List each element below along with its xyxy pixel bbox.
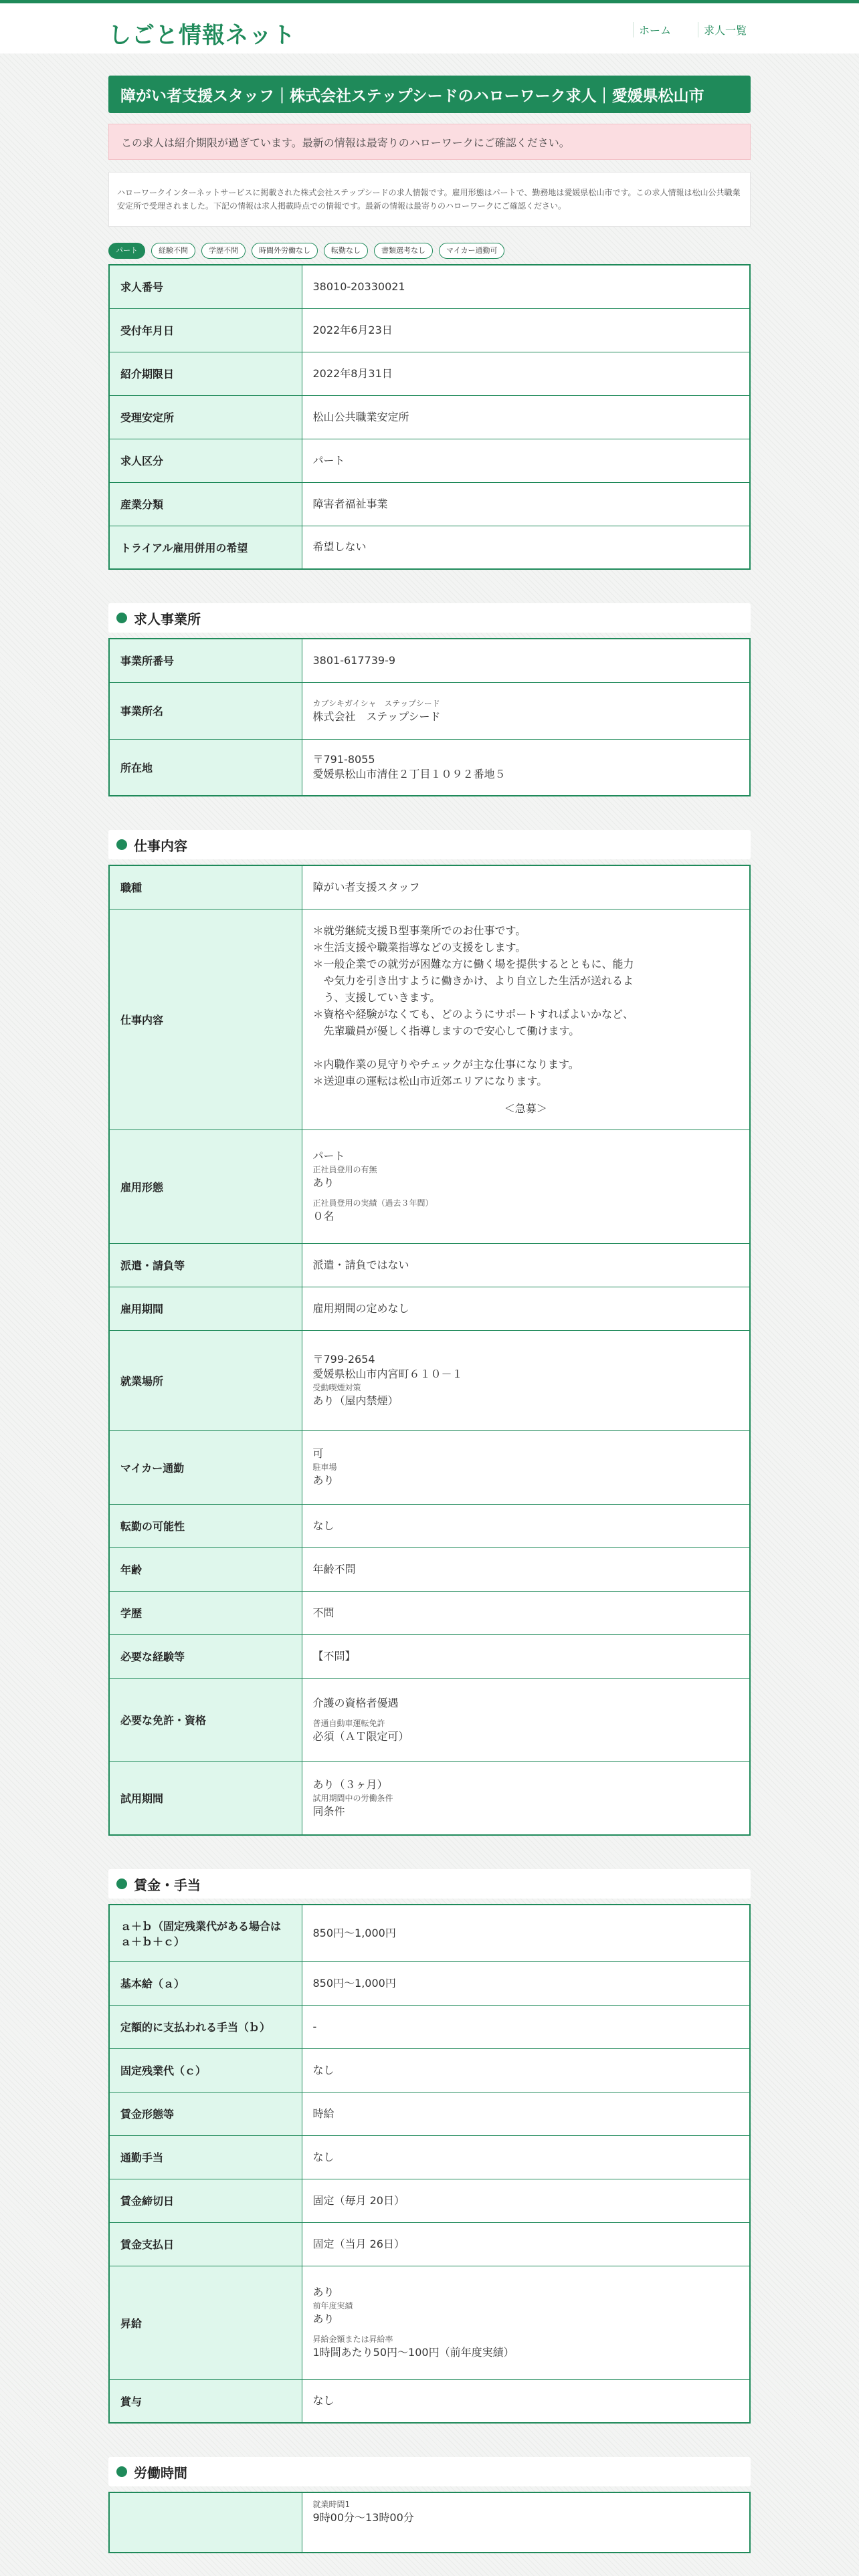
table-row (109, 2222, 750, 2266)
hours-table (108, 2492, 751, 2553)
page-title: 障がい者支援スタッフ｜株式会社ステップシードのハローワーク求人｜愛媛県松山市 (108, 76, 751, 113)
table-row (109, 682, 750, 739)
section-dot-icon (116, 839, 127, 850)
row-label: 受付年月日 (109, 308, 302, 352)
row-label: 固定残業代（ｃ） (109, 2048, 302, 2092)
row-label: 年齢 (109, 1547, 302, 1591)
job-description: ハローワークインターネットサービスに掲載された株式会社ステップシードの求人情報です。雇用形態はパートで、勤務地は愛媛県松山市です。この求人情報は松山公共職業安定所で受理されました。下記の情報は求人掲載時点での情報です。最新の情報は最寄りのハローワークにご確認ください。 (108, 172, 751, 227)
row-value: 希望しない (302, 526, 750, 569)
office-name-kana: カブシキガイシャ ステップシード (312, 698, 440, 708)
row-label: 基本給（ａ） (109, 1961, 302, 2005)
office-postal: 〒791-8055 (312, 753, 375, 766)
row-label: 求人区分 (109, 439, 302, 482)
job-content-cell (302, 909, 750, 1130)
office-address-cell (302, 739, 750, 796)
section-dot-icon (116, 1879, 127, 1889)
parking-label: 駐車場 (312, 1463, 337, 1472)
raise-prev-label: 前年度実績 (312, 2301, 353, 2311)
table-row (109, 1130, 750, 1243)
main-content (108, 53, 751, 2553)
trial-cell (302, 1761, 750, 1835)
place-address: 愛媛県松山市内宮町６１０－１ (312, 1368, 463, 1380)
raise-value: あり (312, 2286, 335, 2298)
section-heading-office (108, 603, 751, 633)
row-label: 事業所名 (109, 682, 302, 739)
license-cell (302, 1678, 750, 1761)
record-label: 正社員登用の実績（過去３年間） (312, 1198, 434, 1208)
job-urgent: ＜急募＞ (504, 1102, 547, 1115)
table-row (109, 2005, 750, 2048)
row-label: 必要な経験等 (109, 1634, 302, 1678)
table-row (109, 1905, 750, 1961)
row-label: 就業場所 (109, 1330, 302, 1430)
row-label: 雇用形態 (109, 1130, 302, 1243)
row-label: 賃金締切日 (109, 2179, 302, 2222)
office-table (108, 638, 751, 796)
table-row (109, 526, 750, 569)
table-row (109, 395, 750, 439)
row-value: 時給 (302, 2092, 750, 2135)
smoke-label: 受動喫煙対策 (312, 1383, 361, 1392)
car-value: 可 (312, 1447, 324, 1460)
regular-label: 正社員登用の有無 (312, 1165, 377, 1174)
table-row (109, 909, 750, 1130)
row-value: なし (302, 2135, 750, 2179)
table-row (109, 1547, 750, 1591)
row-label: マイカー通勤 (109, 1430, 302, 1504)
expired-alert: この求人は紹介期限が過ぎています。最新の情報は最寄りのハローワークにご確認ください。 (108, 124, 751, 160)
edu-value: 不問 (302, 1591, 750, 1634)
section-heading-job (108, 830, 751, 859)
shift-value: 9時00分〜13時00分 (312, 2511, 414, 2524)
table-row (109, 739, 750, 796)
row-label: 定額的に支払われる手当（ｂ） (109, 2005, 302, 2048)
header-nav (633, 22, 752, 37)
raise-prev-value: あり (312, 2313, 335, 2325)
row-value: なし (302, 2048, 750, 2092)
table-row (109, 1243, 750, 1287)
table-row (109, 2379, 750, 2423)
trial-cond-value: 同条件 (312, 1804, 345, 1818)
smoke-value: あり（屋内禁煙） (312, 1394, 399, 1407)
office-name-cell (302, 682, 750, 739)
row-label: 雇用期間 (109, 1287, 302, 1330)
place-cell (302, 1330, 750, 1430)
row-label: 試用期間 (109, 1761, 302, 1835)
table-row (109, 639, 750, 682)
shift-label: 就業時間1 (312, 2500, 351, 2509)
row-label: 所在地 (109, 739, 302, 796)
table-row (109, 2092, 750, 2135)
row-value: 固定（当月 26日） (302, 2222, 750, 2266)
bonus-value: なし (302, 2379, 750, 2423)
row-value: パート (302, 439, 750, 482)
section-heading-hours (108, 2457, 751, 2486)
row-label (109, 2492, 302, 2553)
row-value: - (302, 2005, 750, 2048)
table-row (109, 2135, 750, 2179)
table-row (109, 2048, 750, 2092)
row-label: 受理安定所 (109, 395, 302, 439)
section-title: 賃金・手当 (134, 1876, 201, 1893)
row-label: 昇給 (109, 2266, 302, 2379)
section-title: 求人事業所 (134, 611, 201, 627)
table-row (109, 1961, 750, 2005)
row-label: 賃金形態等 (109, 2092, 302, 2135)
basic-info-table (108, 264, 751, 570)
transfer-value: なし (302, 1504, 750, 1547)
row-value: 850円〜1,000円 (302, 1905, 750, 1961)
office-name: 株式会社 ステップシード (312, 710, 441, 723)
employ-cell (302, 1130, 750, 1243)
row-label: 転勤の可能性 (109, 1504, 302, 1547)
job-table (108, 865, 751, 1836)
regular-value: あり (312, 1176, 335, 1189)
row-label: 職種 (109, 865, 302, 909)
tag-car-commute: マイカー通勤可 (439, 243, 504, 259)
driver-label: 普通自動車運転免許 (312, 1718, 385, 1728)
row-value: 2022年8月31日 (302, 352, 750, 395)
table-row (109, 352, 750, 395)
row-label: トライアル雇用併用の希望 (109, 526, 302, 569)
row-label: 仕事内容 (109, 909, 302, 1130)
section-title: 仕事内容 (134, 837, 187, 854)
raise-amount-value: 1時間あたり50円〜100円（前年度実績） (312, 2346, 514, 2359)
table-row (109, 2179, 750, 2222)
table-row (109, 1287, 750, 1330)
parking-value: あり (312, 1474, 335, 1487)
table-row (109, 2266, 750, 2379)
row-label: 産業分類 (109, 482, 302, 526)
period-value: 雇用期間の定めなし (302, 1287, 750, 1330)
table-row (109, 308, 750, 352)
office-address: 愛媛県松山市清住２丁目１０９２番地５ (312, 768, 506, 781)
site-logo[interactable]: しごと情報ネット (108, 22, 296, 49)
row-value: 松山公共職業安定所 (302, 395, 750, 439)
section-dot-icon (116, 2466, 127, 2477)
office-number: 3801-617739-9 (302, 639, 750, 682)
table-row (109, 1678, 750, 1761)
driver-value: 必須（ＡＴ限定可） (312, 1729, 409, 1743)
row-value: 障害者福祉事業 (302, 482, 750, 526)
table-row (109, 482, 750, 526)
wage-table (108, 1904, 751, 2424)
raise-cell (302, 2266, 750, 2379)
section-dot-icon (116, 613, 127, 623)
row-label: 賃金支払日 (109, 2222, 302, 2266)
shift-cell (302, 2492, 750, 2553)
car-cell (302, 1430, 750, 1504)
row-label: 賞与 (109, 2379, 302, 2423)
section-heading-wage (108, 1869, 751, 1899)
tag-no-experience: 経験不問 (151, 243, 195, 259)
row-label: 求人番号 (109, 265, 302, 308)
tag-no-education: 学歴不問 (201, 243, 246, 259)
table-row (109, 1591, 750, 1634)
table-row (109, 265, 750, 308)
tag-part: パート (108, 243, 145, 259)
row-value: 固定（毎月 20日） (302, 2179, 750, 2222)
row-value: 850円〜1,000円 (302, 1961, 750, 2005)
table-row (109, 1504, 750, 1547)
row-label: 通勤手当 (109, 2135, 302, 2179)
trial-value: あり（３ヶ月） (312, 1778, 388, 1791)
trial-cond-label: 試用期間中の労働条件 (312, 1793, 393, 1803)
table-row (109, 865, 750, 909)
license-value: 介護の資格者優遇 (312, 1696, 399, 1709)
table-row (109, 1330, 750, 1430)
section-title: 労働時間 (134, 2464, 187, 2481)
row-label: 紹介期限日 (109, 352, 302, 395)
exp-value: 【不問】 (302, 1634, 750, 1678)
job-type: 障がい者支援スタッフ (302, 865, 750, 909)
row-label: 派遣・請負等 (109, 1243, 302, 1287)
header (0, 0, 859, 53)
tag-no-overtime: 時間外労働なし (252, 243, 318, 259)
table-row (109, 1634, 750, 1678)
row-value: 2022年6月23日 (302, 308, 750, 352)
place-postal: 〒799-2654 (312, 1353, 375, 1366)
raise-amount-label: 昇給金額または昇給率 (312, 2335, 393, 2344)
row-label: 必要な免許・資格 (109, 1678, 302, 1761)
table-row (109, 439, 750, 482)
employ-type: パート (312, 1150, 345, 1162)
table-row (109, 2492, 750, 2553)
dispatch-value: 派遣・請負ではない (302, 1243, 750, 1287)
record-value: ０名 (312, 1210, 335, 1222)
tag-no-transfer: 転勤なし (324, 243, 368, 259)
row-value: 38010-20330021 (302, 265, 750, 308)
job-content: ＊就労継続支援Ｂ型事業所でのお仕事です。 ＊生活支援や職業指導などの支援をします。 ＊一般企業での就労が困難な方に働く場を提供するとともに、能力 や気力を引き出すように働きかけ、より自立した生活が送れるよ う、支援していきます。 ＊資格や経験がなくても、どのようにサポートすればよいかなど、 先輩職員が優しく指導しますので安心して働けます。 ＊内職作業の見守りやチェックが主な仕事になります。 ＊送迎車の運転は松山市近郊エリアになります。 (312, 924, 634, 1087)
nav-home-link[interactable]: ホーム (633, 22, 676, 37)
row-label: 学歴 (109, 1591, 302, 1634)
nav-job-list-link[interactable]: 求人一覧 (698, 22, 752, 37)
table-row (109, 1761, 750, 1835)
tag-no-screening: 書類選考なし (374, 243, 433, 259)
table-row (109, 1430, 750, 1504)
age-value: 年齢不問 (302, 1547, 750, 1591)
tag-list (108, 243, 751, 259)
row-label: ａ＋ｂ（固定残業代がある場合はａ＋ｂ＋ｃ） (109, 1905, 302, 1961)
row-label: 事業所番号 (109, 639, 302, 682)
